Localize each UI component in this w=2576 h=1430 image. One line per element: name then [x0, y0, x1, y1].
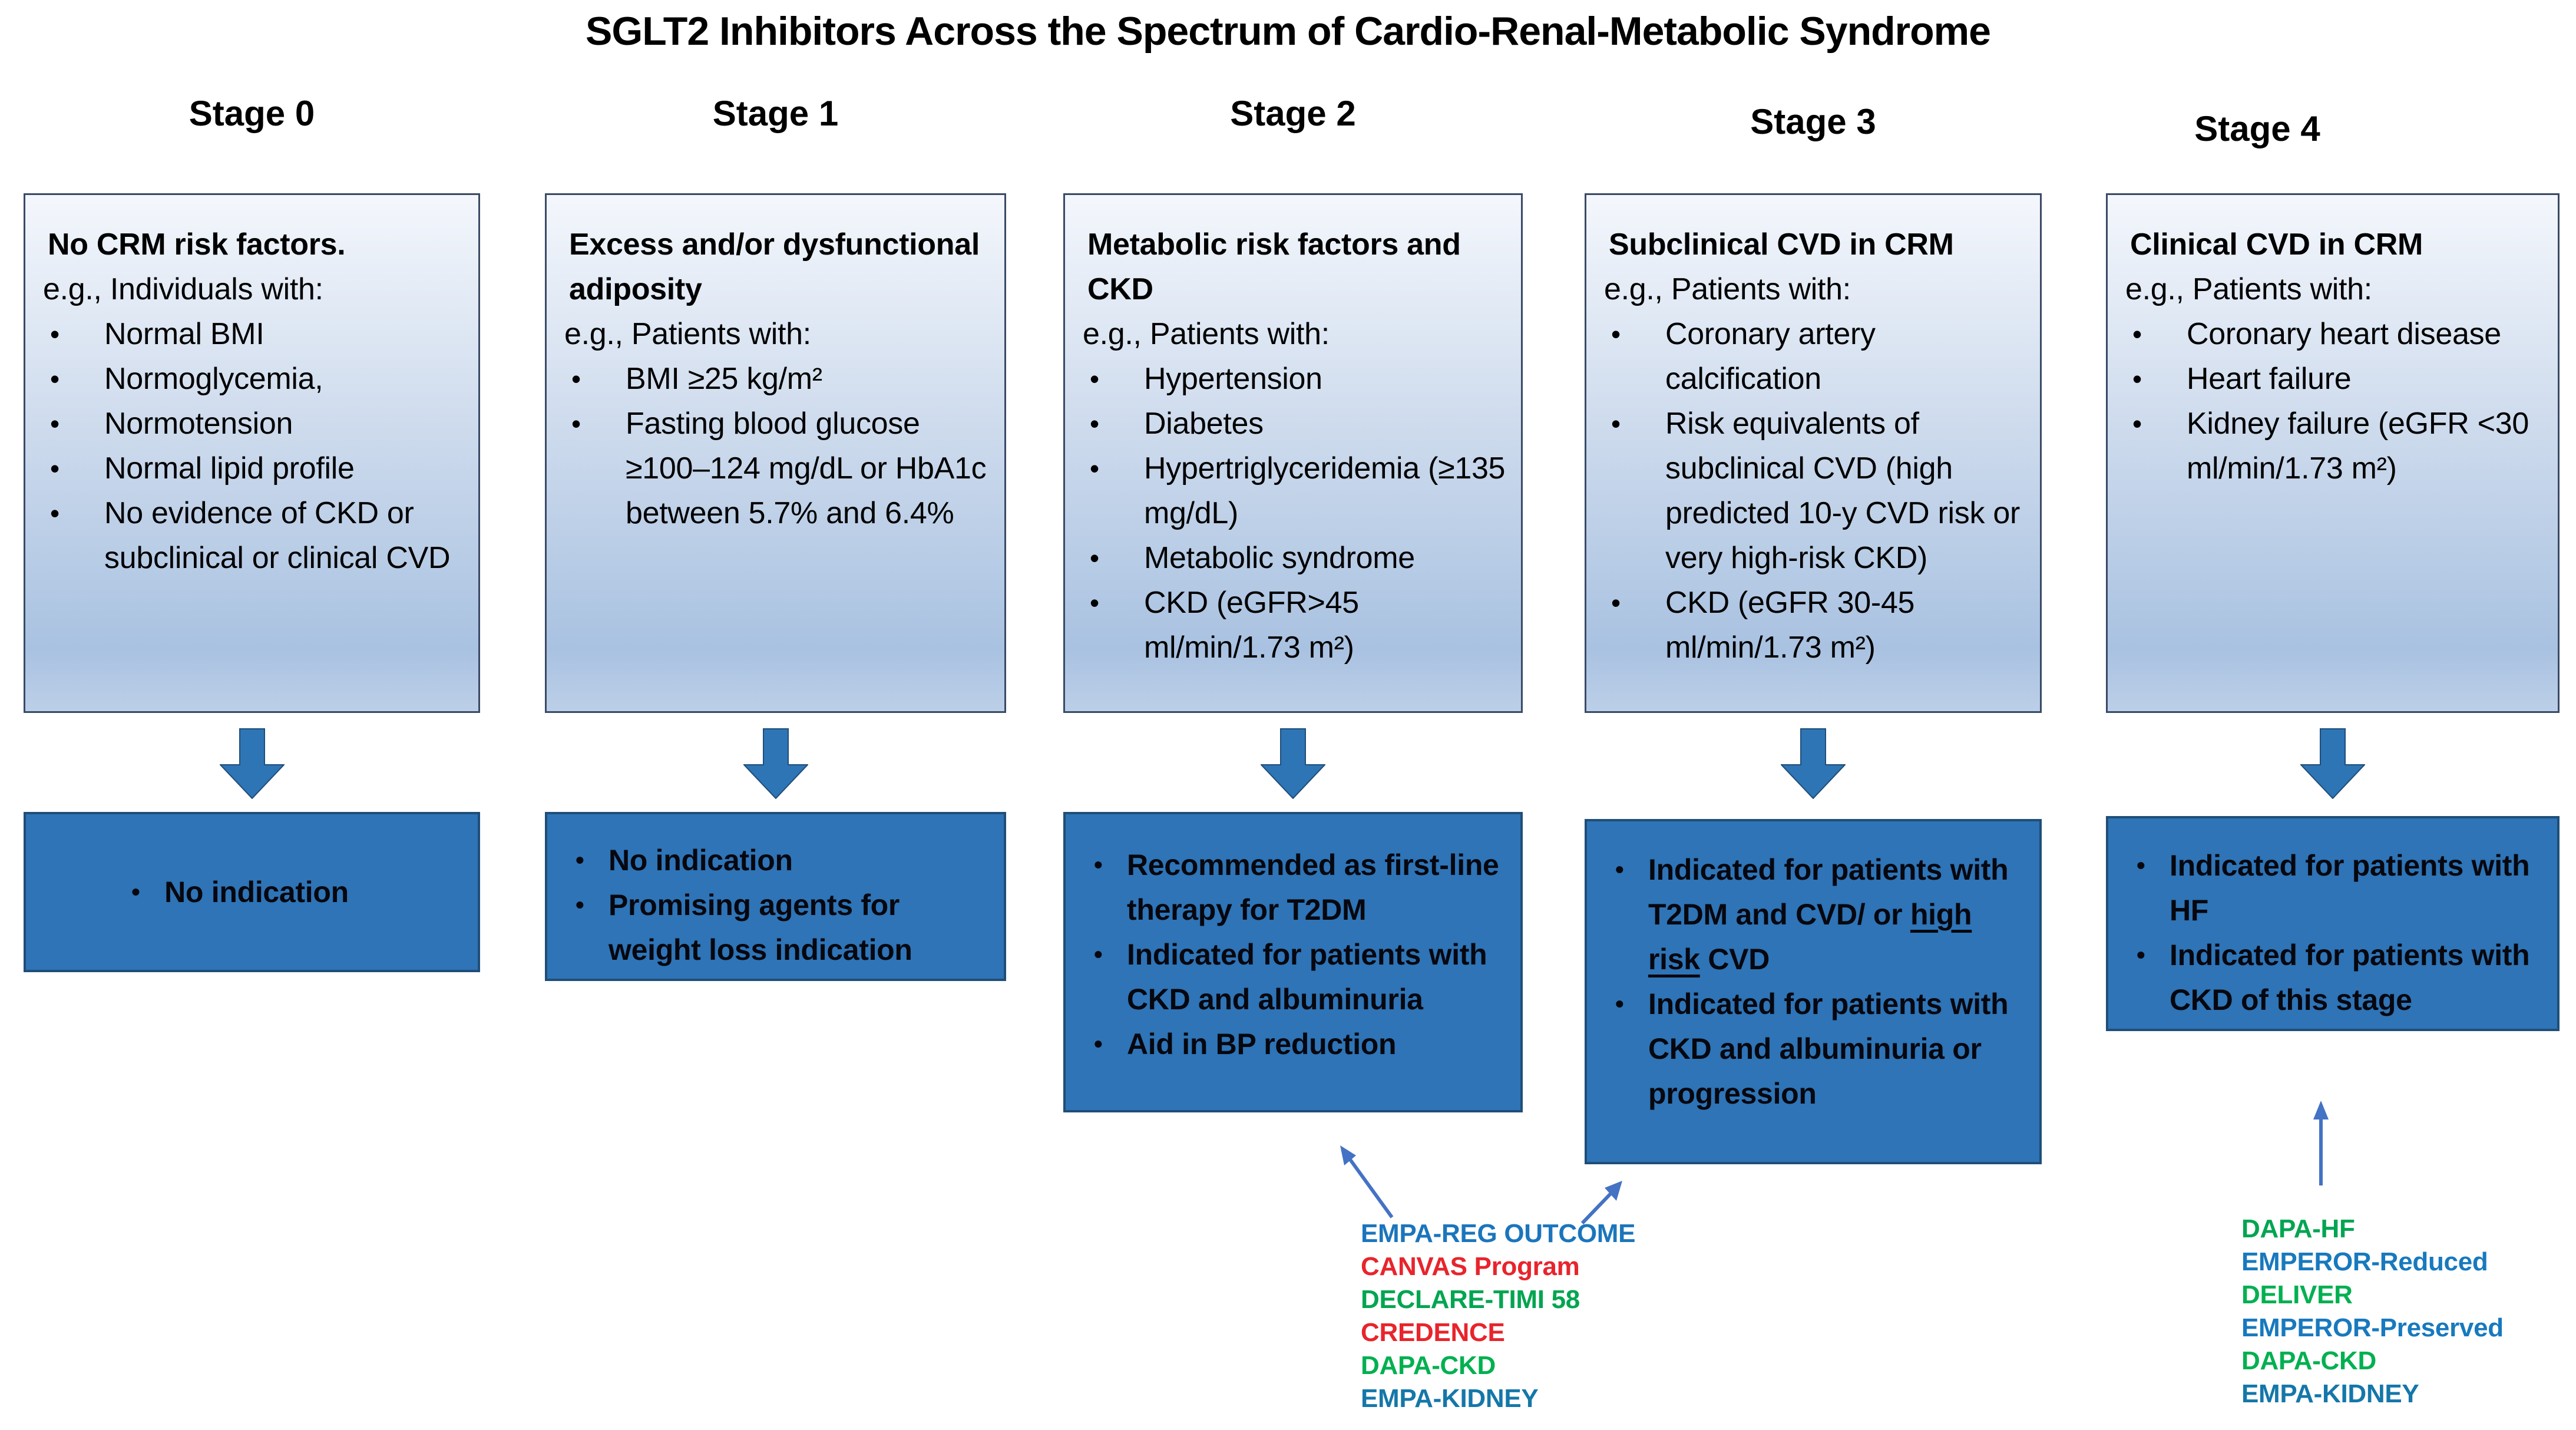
stage-column-1	[545, 0, 1006, 1430]
trial-list-cvd-ckd	[1361, 1217, 1635, 1415]
bullet-icon: •	[1090, 543, 1099, 573]
bullet-text: No indication	[609, 844, 793, 877]
stage-header: Stage 2	[1230, 94, 1356, 133]
bullet-icon: •	[1094, 851, 1103, 879]
stage-box-intro: e.g., Patients with:	[1604, 272, 1851, 306]
bullet-item	[1083, 446, 1512, 536]
bullet-text: Indicated for patients with CKD of this stage	[2170, 939, 2530, 1016]
indication-box	[1063, 812, 1523, 1112]
bullet-text: Normotension	[104, 407, 293, 441]
trial-item: CANVAS Program	[1361, 1252, 1580, 1281]
bullet-icon: •	[1611, 319, 1621, 349]
bullet-item	[564, 401, 995, 536]
trial-item: DECLARE-TIMI 58	[1361, 1285, 1580, 1314]
bullet-item	[1083, 401, 1512, 446]
bullet-item	[43, 446, 469, 491]
bullet-item	[576, 838, 987, 883]
bullet-item	[2125, 312, 2548, 356]
trial-item: CREDENCE	[1361, 1318, 1505, 1347]
bullet-item	[2137, 933, 2541, 1022]
bullet-icon: •	[1611, 587, 1621, 618]
trial-list-hf-ckd	[2241, 1213, 2504, 1411]
bullet-icon: •	[1094, 1030, 1103, 1058]
bullet-icon: •	[1094, 940, 1103, 968]
underlined-text: high risk	[1648, 898, 1972, 976]
indication-box	[1585, 819, 2042, 1164]
stage-box-heading: Clinical CVD in CRM	[2130, 227, 2423, 262]
bullet-icon: •	[1090, 453, 1099, 484]
trial-item: EMPEROR-Preserved	[2241, 1313, 2504, 1342]
trial-item: DAPA-CKD	[1361, 1351, 1496, 1380]
bullet-icon: •	[50, 364, 59, 394]
bullet-text: Diabetes	[1144, 407, 1264, 441]
bullet-icon: •	[2132, 408, 2142, 439]
indication-box	[545, 812, 1006, 981]
stage-column-2	[1063, 0, 1523, 1430]
bullet-icon: •	[1615, 990, 1624, 1018]
bullet-text: Coronary heart disease	[2187, 317, 2501, 351]
down-arrow-icon	[220, 728, 285, 799]
bullet-text: Promising agents for weight loss indication	[609, 889, 912, 966]
bullet-icon: •	[2137, 941, 2145, 969]
bullet-item	[2137, 843, 2541, 933]
stage-description-box	[545, 193, 1006, 713]
bullet-icon: •	[576, 891, 584, 919]
bullet-icon: •	[50, 453, 59, 484]
bullet-item	[1083, 580, 1512, 670]
stage-header: Stage 0	[189, 94, 315, 133]
up-arrow-icon	[2306, 1097, 2336, 1188]
bullet-text: Normoglycemia,	[104, 362, 323, 396]
bullet-text: Indicated for patients with CKD and albuminuria or progression	[1648, 988, 2009, 1110]
bullet-item	[43, 356, 469, 401]
bullet-text: Metabolic syndrome	[1144, 541, 1415, 575]
bullet-text: Indicated for patients with HF	[2170, 849, 2530, 927]
stage-box-intro: e.g., Patients with:	[564, 317, 811, 351]
bullet-icon: •	[571, 408, 581, 439]
bullet-icon: •	[50, 498, 59, 529]
bullet-item	[1094, 1022, 1504, 1066]
bullet-icon: •	[131, 878, 140, 906]
stage-box-intro: e.g., Patients with:	[1083, 317, 1330, 351]
bullet-text: Normal lipid profile	[104, 451, 355, 486]
bullet-text: Heart failure	[2187, 362, 2352, 396]
down-arrow-icon	[2300, 728, 2365, 799]
bullet-icon: •	[50, 408, 59, 439]
stage-header: Stage 1	[712, 94, 839, 133]
bullet-text: No evidence of CKD or subclinical or clinical CVD	[104, 496, 451, 575]
bullet-item	[1604, 401, 2031, 580]
bullet-text: CKD (eGFR 30-45 ml/min/1.73 m²)	[1665, 586, 1915, 665]
bullet-item	[43, 491, 469, 580]
bullet-text: No indication	[164, 876, 349, 909]
indication-box	[2106, 816, 2560, 1031]
page-title: SGLT2 Inhibitors Across the Spectrum of Cardio-Renal-Metabolic Syndrome	[586, 9, 1990, 54]
bullet-item	[1615, 982, 2023, 1116]
bullet-text: Normal BMI	[104, 317, 264, 351]
trial-item: EMPA-KIDNEY	[2241, 1379, 2419, 1408]
bullet-text: Hypertension	[1144, 362, 1322, 396]
stage-description-box	[1063, 193, 1523, 713]
bullet-text: Kidney failure (eGFR <30 ml/min/1.73 m²)	[2187, 407, 2529, 486]
up-left-arrow-icon	[1328, 1142, 1405, 1224]
bullet-text	[1648, 847, 2023, 982]
bullet-icon: •	[1090, 408, 1099, 439]
trial-item: EMPA-REG OUTCOME	[1361, 1219, 1636, 1248]
bullet-item	[43, 401, 469, 446]
bullet-text-post: CVD	[1699, 943, 1770, 976]
bullet-icon: •	[2132, 364, 2142, 394]
bullet-item	[43, 312, 469, 356]
bullet-text: Recommended as first-line therapy for T2DM	[1127, 848, 1499, 926]
bullet-text: Risk equivalents of subclinical CVD (high predicted 10-y CVD risk or very high-risk CKD)	[1665, 407, 2020, 575]
bullet-icon: •	[2132, 319, 2142, 349]
bullet-icon: •	[50, 319, 59, 349]
bullet-icon: •	[576, 846, 584, 874]
bullet-item	[1083, 356, 1512, 401]
bullet-item	[2125, 356, 2548, 401]
indication-box	[24, 812, 480, 972]
stage-header: Stage 4	[2194, 109, 2320, 148]
bullet-text: Coronary artery calcification	[1665, 317, 1876, 396]
trial-item: DELIVER	[2241, 1280, 2353, 1309]
bullet-item	[1083, 536, 1512, 580]
bullet-item	[1094, 843, 1504, 932]
stage-description-box	[24, 193, 480, 713]
bullet-item	[1094, 932, 1504, 1022]
bullet-text: Fasting blood glucose ≥100–124 mg/dL or HbA1c between 5.7% and 6.4%	[626, 407, 987, 530]
bullet-text: Hypertriglyceridemia (≥135 mg/dL)	[1144, 451, 1506, 530]
bullet-item	[564, 356, 995, 401]
bullet-item	[131, 870, 349, 914]
stage-box-heading: Excess and/or dysfunctional adiposity	[569, 227, 980, 306]
stage-column-0	[24, 0, 480, 1430]
bullet-text: Indicated for patients with CKD and albuminuria	[1127, 938, 1487, 1016]
bullet-text: BMI ≥25 kg/m²	[626, 362, 822, 396]
stage-box-heading: Subclinical CVD in CRM	[1609, 227, 1954, 262]
bullet-item	[1604, 580, 2031, 670]
stage-column-3	[1585, 0, 2042, 1430]
stage-box-intro: e.g., Individuals with:	[43, 272, 323, 306]
bullet-icon: •	[1615, 856, 1624, 883]
down-arrow-icon	[1781, 728, 1846, 799]
bullet-item	[1604, 312, 2031, 401]
bullet-icon: •	[1090, 364, 1099, 394]
trial-item: DAPA-CKD	[2241, 1346, 2376, 1375]
bullet-item	[576, 883, 987, 972]
bullet-text-pre: Indicated for patients with T2DM and CVD/ or	[1648, 853, 2009, 931]
down-arrow-icon	[743, 728, 808, 799]
bullet-item	[2125, 401, 2548, 491]
bullet-text: Aid in BP reduction	[1127, 1028, 1397, 1061]
trial-item: EMPA-KIDNEY	[1361, 1384, 1539, 1413]
stage-box-heading: Metabolic risk factors and CKD	[1087, 227, 1461, 306]
bullet-text: CKD (eGFR>45 ml/min/1.73 m²)	[1144, 586, 1359, 665]
bullet-item	[1615, 847, 2023, 982]
trial-item: DAPA-HF	[2241, 1214, 2355, 1243]
stage-description-box	[1585, 193, 2042, 713]
down-arrow-icon	[1261, 728, 1325, 799]
bullet-icon: •	[2137, 851, 2145, 879]
stage-box-heading: No CRM risk factors.	[48, 227, 346, 262]
trial-item: EMPEROR-Reduced	[2241, 1247, 2488, 1276]
bullet-icon: •	[571, 364, 581, 394]
bullet-icon: •	[1611, 408, 1621, 439]
stage-box-intro: e.g., Patients with:	[2125, 272, 2372, 306]
stage-description-box	[2106, 193, 2560, 713]
bullet-icon: •	[1090, 587, 1099, 618]
stage-header: Stage 3	[1750, 102, 1876, 141]
